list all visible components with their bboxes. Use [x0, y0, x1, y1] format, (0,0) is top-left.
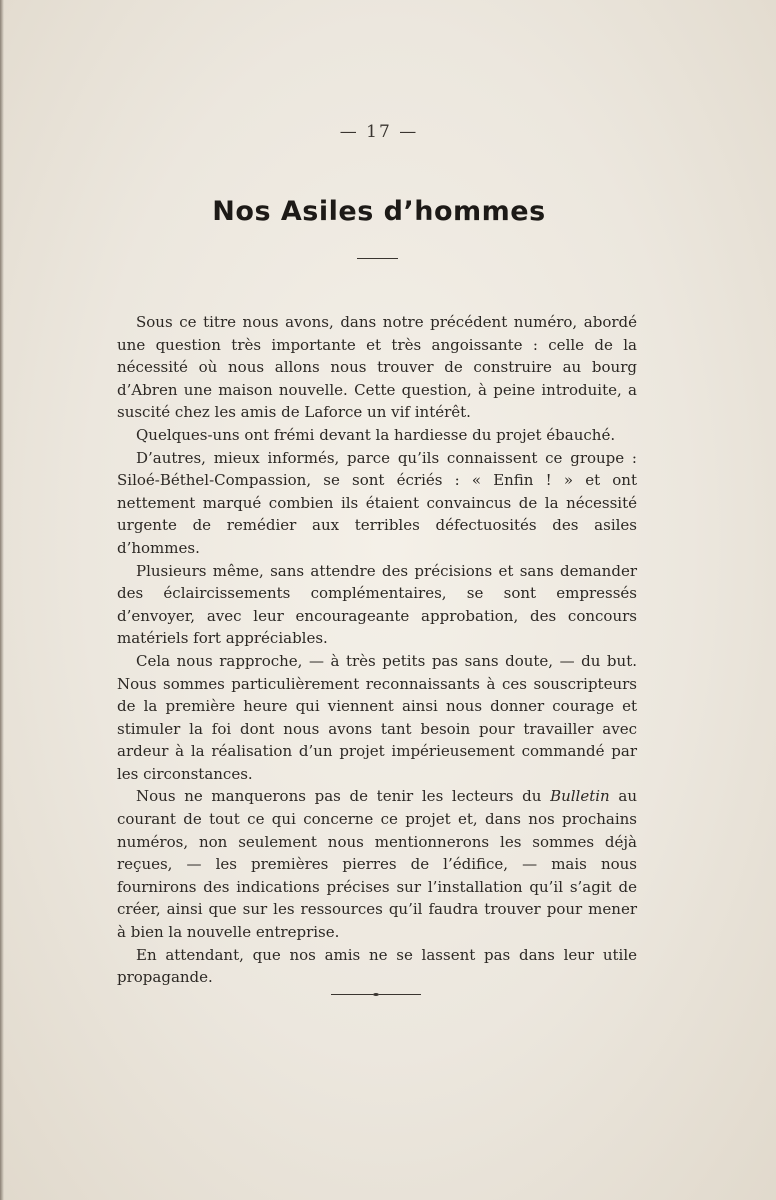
paragraph-text: Plusieurs même, sans attendre des précisions et sans demander des éclaircissements complémentaires, se sont empressés d’envoyer, avec leur encourageante approbation, des concours matériels fort appréciables. [117, 561, 637, 648]
paragraph [117, 944, 637, 989]
ornament-line-left [331, 994, 373, 995]
page-number: — 17 — [339, 122, 419, 142]
bulletin-italic: Bulletin [550, 787, 610, 806]
page-edge-shadow [0, 0, 4, 1200]
paragraph [117, 785, 637, 943]
ornament-line-right [379, 994, 421, 995]
article-body [117, 311, 637, 989]
paragraph-text: En attendant, que nos amis ne se lassent pas dans leur utile propagande. [117, 945, 637, 987]
paragraph-text: D’autres, mieux informés, parce qu’ils connaissent ce groupe : Siloé-Béthel-Compassion, se sont écriés : « Enfin ! » et ont nettement marqué combien ils étaient convaincus de la nécessité urgente de remédier aux terribles défectuosités des asiles d’hommes. [117, 448, 637, 557]
paragraph-text: Cela nous rapproche, — à très petits pas sans doute, — du but. Nous sommes particulièrement reconnaissants à ces souscripteurs de la première heure qui viennent ainsi nous donner courage et stimuler la foi dont nous avons tant besoin pour travailler avec ardeur à la réalisation d’un projet impérieusement commandé par les circonstances. [117, 651, 637, 783]
paragraph [117, 424, 637, 447]
article-title: Nos Asiles d’hommes [212, 196, 546, 227]
title-separator-rule [357, 258, 398, 259]
paragraph-text: au courant de tout ce qui concerne ce projet et, dans nos prochains numéros, non seulement nous mentionnerons les sommes déjà reçues, — les premières pierres de l’édifice, — mais nous fournirons des indications précises sur l’installation qu’il s’agit de créer, ainsi que sur les ressources qu’il faudra trouver pour mener à bien la nouvelle entreprise. [117, 787, 637, 942]
paragraph-text: Quelques-uns ont frémi devant la hardiesse du projet ébauché. [136, 425, 616, 444]
paragraph [117, 447, 637, 560]
paragraph-text: Nous ne manquerons pas de tenir les lecteurs du [136, 787, 551, 806]
paragraph [117, 650, 637, 786]
end-ornament [331, 993, 421, 996]
paragraph [117, 560, 637, 650]
paragraph-text: Sous ce titre nous avons, dans notre précédent numéro, abordé une question très importante et très angoissante : celle de la nécessité où nous allons nous trouver de construire au bourg d’Abren une maison nouvelle. Cette question, à peine introduite, a suscité chez les amis de Laforce un vif intérêt. [117, 313, 637, 422]
paragraph [117, 311, 637, 424]
